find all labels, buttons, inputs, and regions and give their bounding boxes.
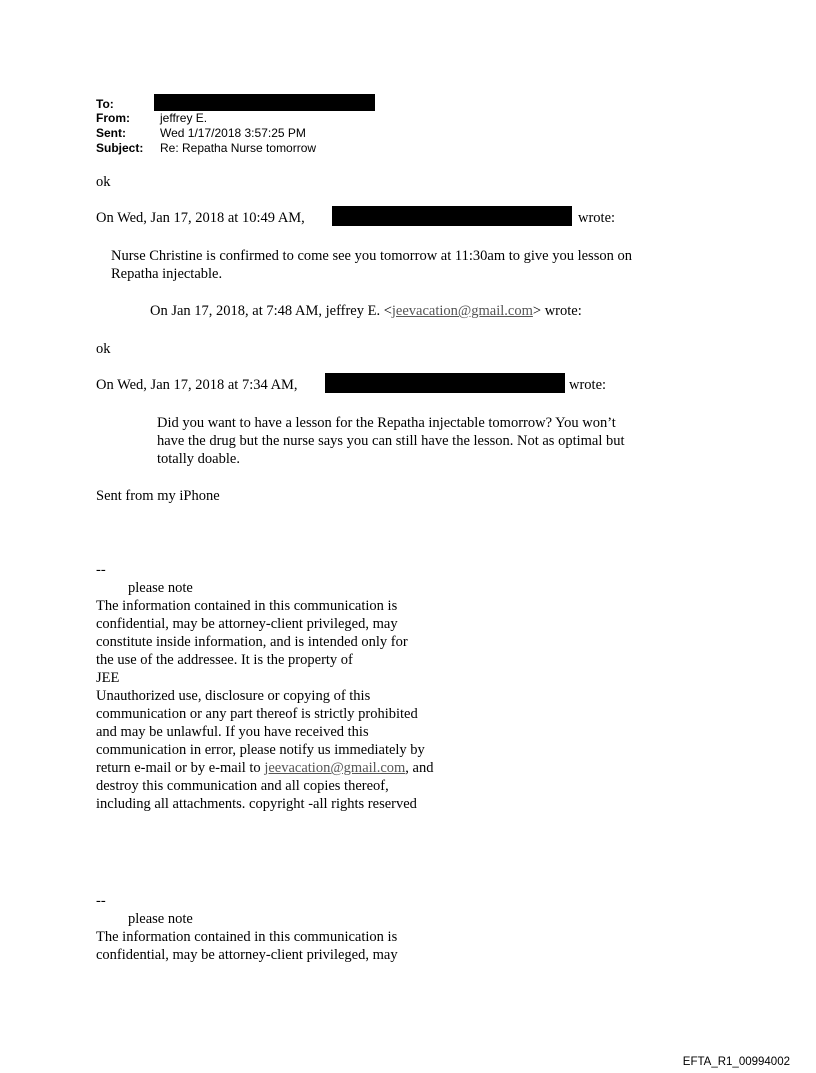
quote2-prefix: On Jan 17, 2018, at 7:48 AM, jeffrey E. < [150, 303, 392, 319]
disclaimer1-line: constitute inside information, and is intended only for [96, 634, 408, 650]
disclaimer1-closing-line: destroy this communication and all copies thereof, [96, 778, 389, 794]
disclaimer2-title: please note [128, 911, 193, 927]
msg2-line3: totally doable. [157, 451, 240, 467]
email-line-prefix: return e-mail or by e-mail to [96, 760, 265, 776]
quote2-email-link[interactable]: jeevacation@gmail.com [391, 303, 533, 319]
redacted-sender-2 [325, 373, 565, 393]
disclaimer1-email-link[interactable]: jeevacation@gmail.com [264, 760, 406, 776]
disclaimer1-line: the use of the addressee. It is the property of [96, 652, 353, 668]
reply-ok-1: ok [96, 174, 111, 190]
msg2-line1: Did you want to have a lesson for the Repatha injectable tomorrow? You won’t [157, 415, 616, 431]
reply-ok-2: ok [96, 341, 111, 357]
disclaimer1-line: The information contained in this communication is [96, 598, 398, 614]
disclaimer1-title: please note [128, 580, 193, 596]
sent-from-signature: Sent from my iPhone [96, 488, 220, 504]
quote2-line [150, 302, 582, 320]
disclaimer1-line: communication in error, please notify us immediately by [96, 742, 425, 758]
disclaimer2-dashes: -- [96, 893, 106, 909]
disclaimer1-line: confidential, may be attorney-client privileged, may [96, 616, 398, 632]
msg1-line2: Repatha injectable. [111, 266, 223, 282]
quote2-suffix: > wrote: [532, 303, 582, 319]
subject-value: Re: Repatha Nurse tomorrow [160, 141, 317, 155]
sent-value: Wed 1/17/2018 3:57:25 PM [160, 126, 306, 140]
quote3-prefix: On Wed, Jan 17, 2018 at 7:34 AM, [96, 377, 298, 393]
quote1-suffix: wrote: [578, 210, 616, 226]
document-id: EFTA_R1_00994002 [682, 1056, 790, 1068]
email-line-suffix: , and [405, 760, 434, 776]
sent-label: Sent: [96, 126, 126, 140]
subject-label: Subject: [96, 141, 144, 155]
quote3-suffix: wrote: [569, 377, 607, 393]
redacted-sender-1 [332, 206, 572, 226]
disclaimer2-line: The information contained in this communication is [96, 929, 398, 945]
disclaimer1-line: communication or any part thereof is strictly prohibited [96, 706, 418, 722]
disclaimer1-line: and may be unlawful. If you have received this [96, 724, 369, 740]
from-value: jeffrey E. [160, 111, 208, 125]
msg1-line1: Nurse Christine is confirmed to come see you tomorrow at 11:30am to give you lesson on [111, 248, 632, 264]
quote1-prefix: On Wed, Jan 17, 2018 at 10:49 AM, [96, 210, 305, 226]
disclaimer1-email-line [96, 759, 433, 777]
redacted-recipient [154, 94, 375, 111]
disclaimer1-line: JEE [96, 670, 120, 686]
msg2-line2: have the drug but the nurse says you can still have the lesson. Not as optimal but [157, 433, 625, 449]
disclaimer1-closing-line: including all attachments. copyright -all rights reserved [96, 796, 417, 812]
disclaimer1-dashes: -- [96, 562, 106, 578]
to-label: To: [96, 97, 114, 111]
disclaimer2-line: confidential, may be attorney-client privileged, may [96, 947, 398, 963]
disclaimer1-line: Unauthorized use, disclosure or copying of this [96, 688, 371, 704]
from-label: From: [96, 111, 130, 125]
